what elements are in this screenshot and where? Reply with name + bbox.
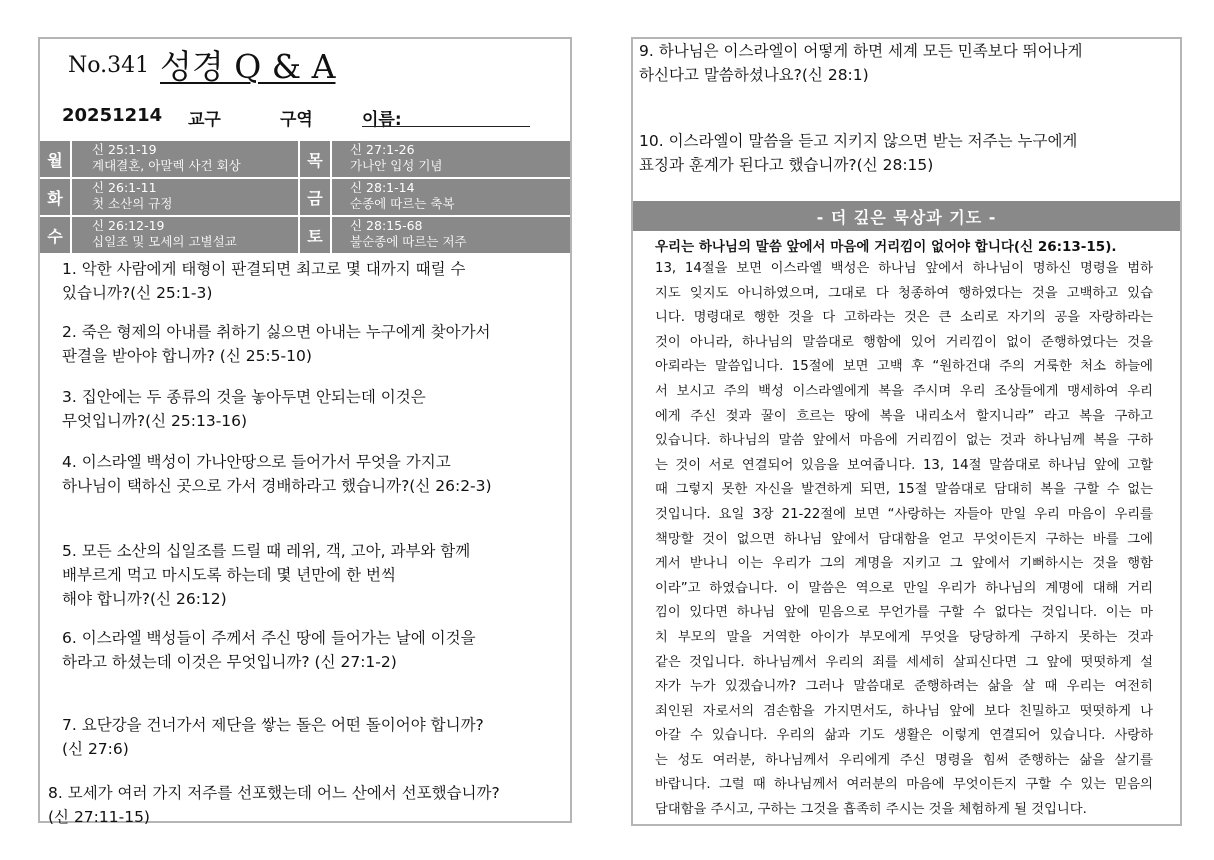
meditation-line: 치 부모의 말을 거역한 아이가 부모에게 무엇을 당당하게 구하지 못하는 것과 [655, 629, 1153, 645]
meditation-line: 아뢰라는 말씀입니다. 15절에 보면 고백 후 “원하건대 주의 거룩한 처소 하늘에 [655, 359, 1153, 375]
question-line: 3. 집안에는 두 종류의 것을 놓아두면 안되는데 이것은 [62, 388, 426, 406]
schedule-topic: 십일조 및 모세의 고별설교 [92, 234, 237, 249]
issue-date: 20251214 [62, 105, 163, 126]
meditation-line: 13, 14절을 보면 이스라엘 백성은 하나님 앞에서 하나님이 명하신 명령을 범하 [655, 261, 1153, 276]
question-line: 하신다고 말씀하셨나요?(신 28:1) [639, 66, 869, 84]
left-page [38, 37, 572, 826]
schedule-entry [332, 179, 570, 215]
schedule-topic: 가나안 입성 기념 [350, 158, 443, 173]
meditation-heading: 우리는 하나님의 말씀 앞에서 마음에 거리낌이 없어야 합니다(신 26:13-15). [655, 239, 1117, 255]
meditation-line: 같은 것입니다. 하나님께서 우리의 죄를 세세히 살피신다면 그 앞에 떳떳하게 설 [655, 654, 1153, 670]
question-10 [639, 129, 1077, 177]
meditation-line: 니다. 명령대로 행한 것을 다 고하라는 것은 큰 소리로 자기의 공을 자랑하라는 [655, 310, 1153, 326]
name-underline [362, 126, 530, 127]
schedule-day: 수 [40, 217, 70, 253]
schedule-topic: 첫 소산의 규정 [92, 196, 173, 211]
question-line: 배부르게 먹고 마시도록 하는데 몇 년만에 한 번씩 [62, 566, 396, 584]
question-line: 하나님이 택하신 곳으로 가서 경배하라고 했습니까?(신 26:2-3) [62, 477, 492, 495]
guyeok-label: 구역 [280, 110, 313, 130]
meditation-line: 있습니다. 하나님의 말씀 앞에서 마음에 거리낌이 없는 것과 하나님께 복을 구하 [655, 433, 1153, 449]
schedule-day: 금 [300, 179, 330, 215]
meditation-line: 게서 받나니 이는 우리가 그의 계명을 지키고 그 앞에서 기뻐하시는 것을 행함 [655, 556, 1153, 572]
schedule-day: 화 [40, 179, 70, 215]
question-3 [62, 385, 426, 433]
schedule-topic: 불순종에 따르는 저주 [350, 234, 467, 249]
question-4 [62, 450, 492, 498]
question-9 [639, 39, 1083, 87]
question-line: 5. 모든 소산의 십일조를 드릴 때 레위, 객, 고아, 과부와 함께 [62, 542, 471, 560]
question-line: 판결을 받아야 합니까? (신 25:5-10) [62, 347, 312, 365]
schedule-entry [332, 217, 570, 253]
name-label: 이름: [362, 110, 402, 130]
question-line: 1. 악한 사람에게 태형이 판결되면 최고로 몇 대까지 때릴 수 [62, 260, 466, 278]
question-line: 표징과 훈계가 된다고 했습니까?(신 28:15) [639, 156, 934, 174]
schedule-row [40, 141, 570, 177]
meditation-title-bar: - 더 깊은 묵상과 기도 - [633, 201, 1180, 231]
question-line: 6. 이스라엘 백성들이 주께서 주신 땅에 들어가는 날에 이것을 [62, 629, 476, 647]
right-page [631, 37, 1182, 826]
meditation-line: 죄인된 자로서의 겸손함을 가지면서도, 하나님 앞에 보다 친밀하고 떳떳하게 나 [655, 703, 1153, 719]
schedule-row [40, 217, 570, 253]
schedule-ref: 신 25:1-19 [92, 142, 157, 157]
schedule-entry [72, 141, 298, 177]
question-line: 4. 이스라엘 백성이 가나안땅으로 들어가서 무엇을 가지고 [62, 453, 451, 471]
question-line: 있습니까?(신 25:1-3) [62, 284, 213, 302]
question-5 [62, 539, 470, 611]
gyogu-label: 교구 [188, 110, 221, 130]
meditation-line: 서 보시고 주의 백성 이스라엘에게 복을 주시며 우리 조상들에게 맹세하여 우리 [655, 383, 1153, 399]
issue-number: No.341 [68, 53, 150, 78]
schedule-ref: 신 26:1-11 [92, 180, 157, 195]
schedule-topic: 계대결혼, 아말렉 사건 회상 [92, 158, 241, 173]
meditation-line: 담대함을 주시고, 구하는 그것을 흡족히 주시는 것을 체험하게 될 것입니다. [655, 802, 1087, 818]
schedule-topic: 순종에 따르는 축복 [350, 196, 455, 211]
schedule-ref: 신 28:1-14 [350, 180, 415, 195]
meditation-line: 것입니다. 요일 3장 21-22절에 보면 “사랑하는 자들아 만일 우리 마음이 우리를 [655, 506, 1153, 522]
meditation-line: 는 것이 서로 연결되어 있음을 보여줍니다. 13, 14절 말씀대로 하나님 앞에 고할 [655, 457, 1153, 473]
meditation-line: 낌이 있다면 하나님 앞에 믿음으로 무언가를 구할 수 없다는 것입니다. 이는 마 [655, 605, 1153, 621]
schedule-ref: 신 28:15-68 [350, 218, 423, 233]
meditation-line: 아갈 수 있습니다. 우리의 삶과 기도 생활은 이렇게 연결되어 있습니다. 사랑하 [655, 728, 1153, 744]
meditation-line: 것이 아니라, 하나님의 말씀대로 행함에 있어 거리낌이 없이 준행하였다는 것을 [655, 334, 1153, 350]
meditation-line: 자가 누가 있겠습니까? 그러나 말씀대로 준행하려는 삶을 살 때 우리는 여전히 [655, 679, 1153, 695]
question-line: 10. 이스라엘이 말씀을 듣고 지키지 않으면 받는 저주는 누구에게 [639, 132, 1078, 150]
question-1 [62, 257, 466, 305]
meditation-line: 바랍니다. 그럴 때 하나님께서 여러분의 마음에 무엇이든지 구할 수 있는 믿음의 [655, 777, 1153, 793]
meditation-line: 책망할 것이 없으면 하나님 앞에서 담대함을 얻고 무엇이든지 구하는 바를 그에 [655, 531, 1153, 547]
schedule-day: 월 [40, 141, 70, 177]
schedule-day: 목 [300, 141, 330, 177]
page-title: 성경 Q & A [160, 47, 336, 86]
schedule-row [40, 179, 570, 215]
question-2 [62, 320, 491, 368]
question-6 [62, 626, 476, 674]
schedule-entry [72, 179, 298, 215]
question-line: 7. 요단강을 건너가서 제단을 쌓는 돌은 어떤 돌이어야 합니까? [62, 716, 484, 734]
meditation-body [655, 257, 1153, 823]
question-8 [48, 781, 500, 829]
schedule-entry [332, 141, 570, 177]
schedule-day: 토 [300, 217, 330, 253]
question-line: 2. 죽은 형제의 아내를 취하기 싫으면 아내는 누구에게 찾아가서 [62, 323, 491, 341]
meditation-line: 이라”고 하였습니다. 이 말씀은 역으로 만일 우리가 하나님의 계명에 대해 거리 [655, 580, 1153, 596]
question-line: (신 27:6) [62, 740, 129, 758]
question-line: (신 27:11-15) [48, 808, 150, 826]
schedule-ref: 신 27:1-26 [350, 142, 415, 157]
meditation-line: 지도 잊지도 아니하였으며, 그대로 다 청종하여 행하였다는 것을 고백하고 있습 [655, 285, 1153, 301]
question-line: 해야 합니까?(신 26:12) [62, 590, 227, 608]
question-line: 8. 모세가 여러 가지 저주를 선포했는데 어느 산에서 선포했습니까? [48, 784, 500, 802]
question-7 [62, 713, 484, 761]
question-line: 무엇입니까?(신 25:13-16) [62, 412, 248, 430]
meditation-line: 에게 주신 젖과 꿀이 흐르는 땅에 복을 내리소서 할지니라” 라고 복을 구하고 [655, 408, 1153, 424]
reading-schedule [40, 141, 570, 253]
meditation-line: 때 그렇지 못한 자신을 발견하게 되면, 15절 말씀대로 담대히 복을 구할 수 없는 [655, 482, 1153, 498]
meditation-line: 는 성도 여러분, 하나님께서 우리에게 주신 명령을 힘써 준행하는 삶을 살기를 [655, 752, 1153, 768]
schedule-ref: 신 26:12-19 [92, 218, 165, 233]
question-line: 하라고 하셨는데 이것은 무엇입니까? (신 27:1-2) [62, 653, 397, 671]
question-line: 9. 하나님은 이스라엘이 어떻게 하면 세계 모든 민족보다 뛰어나게 [639, 42, 1083, 60]
schedule-entry [72, 217, 298, 253]
